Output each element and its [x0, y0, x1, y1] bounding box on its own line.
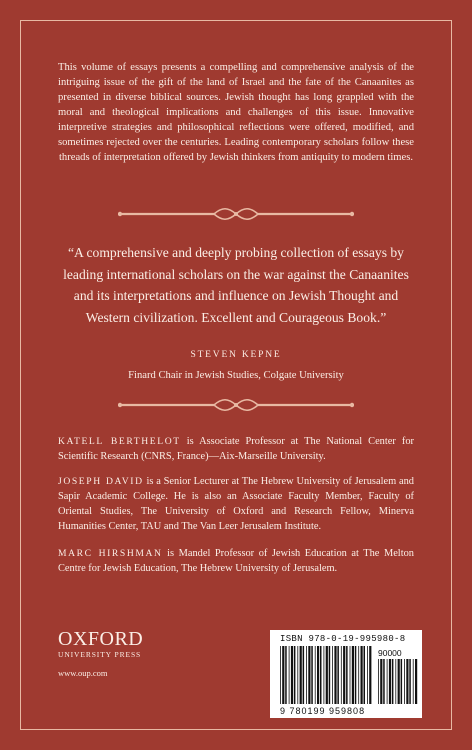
author-bio-david: [58, 474, 414, 534]
author-name: JOSEPH DAVID: [58, 476, 144, 487]
isbn-text: ISBN 978-0-19-995980-8: [280, 634, 406, 644]
barcode-bar: [341, 646, 342, 704]
barcode-bar: [306, 646, 307, 704]
barcode-bar: [343, 646, 345, 704]
barcode-bar: [294, 646, 296, 704]
barcode-bar: [398, 659, 400, 704]
author-bio-text: is Mandel Professor of Jewish Education at The Melton Centre for Jewish Education, The Hebrew University of Jerusalem.: [58, 548, 414, 574]
barcode-bar: [406, 659, 408, 704]
barcode-bar: [355, 646, 357, 704]
isbn-label: [280, 634, 420, 644]
barcode-bar: [395, 659, 396, 704]
author-bio-berthelot: [58, 434, 414, 464]
logo-subtitle: UNIVERSITY PRESS: [58, 650, 142, 659]
barcode-bar: [413, 659, 414, 704]
barcode-bar: [358, 646, 359, 704]
ornament-divider-top: [118, 207, 354, 221]
barcode-bar: [383, 659, 385, 704]
author-name: KATELL BERTHELOT: [58, 436, 181, 447]
author-bio-text: is a Senior Lecturer at The Hebrew University of Jerusalem and Sapir Academic College. He is also an Associate Faculty Member, Faculty of Oriental Studies, The University of Oxford and Research Fellow, Minerva Humanities Center, TAU and The Van Leer Jerusalem Institute.: [58, 476, 414, 532]
barcode-bar: [317, 646, 319, 704]
barcode-bar: [303, 646, 305, 704]
barcode-bar: [332, 646, 333, 704]
oxford-logo: [58, 628, 168, 660]
author-name: MARC HIRSHMAN: [58, 548, 163, 559]
endorser-name: STEVEN KEPNE: [190, 350, 282, 360]
barcode-bar: [409, 659, 411, 704]
barcode-bar: [280, 646, 281, 704]
barcode-bar: [337, 646, 339, 704]
barcode-bar: [364, 646, 366, 704]
ornament-divider-bottom: [118, 398, 354, 412]
barcode-bar: [291, 646, 293, 704]
barcode-bar: [401, 659, 403, 704]
price-code: 90000: [378, 648, 402, 658]
barcode-bar: [289, 646, 290, 704]
barcode-bar: [308, 646, 310, 704]
logo-wordmark: OXFORD: [58, 628, 144, 650]
barcode-bar: [361, 646, 363, 704]
barcode-bar: [329, 646, 331, 704]
barcode-bar: [320, 646, 322, 704]
barcode-bar: [378, 659, 379, 704]
barcode-bar: [352, 646, 354, 704]
author-bio-text: is Associate Professor at The National Center for Scientific Research (CNRS, France)—Aix-Marseille University.: [58, 436, 414, 462]
barcode-bar: [350, 646, 351, 704]
barcode-bar: [300, 646, 302, 704]
barcode-bar: [380, 659, 382, 704]
barcode-bar: [282, 646, 284, 704]
barcode-bar: [367, 646, 368, 704]
description-paragraph: This volume of essays presents a compelling and comprehensive analysis of the intriguing issue of the gift of the land of Israel and the fate of the Canaanites as presented in diverse biblical sources. Jewish thought has long grappled with the moral and theological implications and challenges of this issue. Innovative interpretive strategies and philosophical reflections were offered, modified, and sometimes rejected over the centuries. Leading contemporary scholars follow these threads of interpretation offered by Jewish thinkers from antiquity to modern times.: [58, 62, 414, 163]
author-bio-hirshman: [58, 546, 414, 576]
barcode-bar: [297, 646, 298, 704]
endorsement-quote: “A comprehensive and deeply probing collection of essays by leading international scholars on the war against the Canaanites and its interpretations and influence on Jewish Thought and Western civilization. Excellent and Courageous Book.”: [63, 245, 409, 325]
publisher-website: www.oup.com: [58, 668, 108, 678]
barcode-bars: [280, 646, 420, 704]
barcode-bar: [392, 659, 394, 704]
barcode-bar: [334, 646, 336, 704]
isbn-barcode: [270, 630, 422, 718]
barcode-bar: [369, 646, 371, 704]
barcode-bar: [326, 646, 328, 704]
barcode-bar: [387, 659, 388, 704]
barcode-bar: [404, 659, 405, 704]
barcode-bar: [346, 646, 348, 704]
barcode-bar: [415, 659, 417, 704]
barcode-bar: [315, 646, 316, 704]
barcode-bar: [389, 659, 391, 704]
barcode-bar: [285, 646, 287, 704]
barcode-bar: [324, 646, 325, 704]
barcode-bar: [311, 646, 313, 704]
barcode-number: 9 780199 959808: [280, 706, 366, 716]
endorser-title: Finard Chair in Jewish Studies, Colgate University: [128, 370, 344, 381]
